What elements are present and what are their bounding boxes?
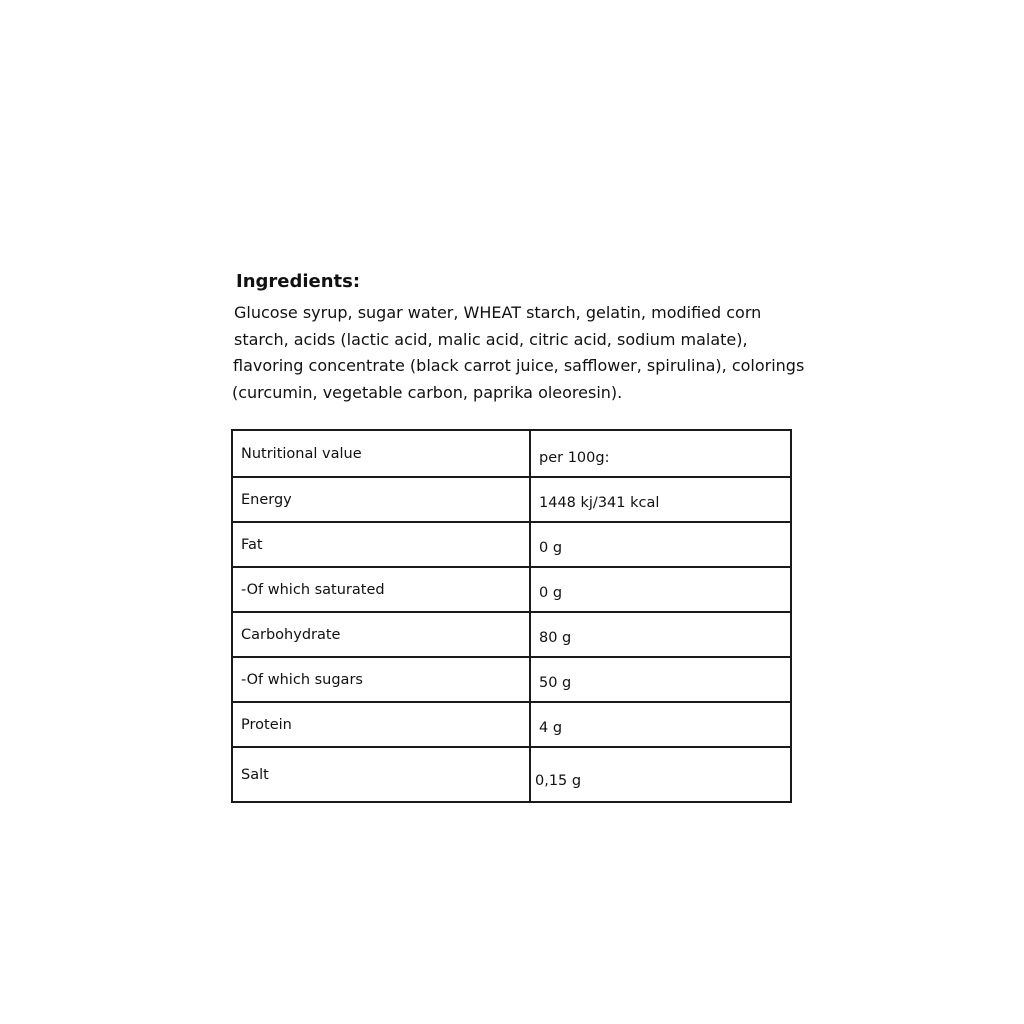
fat-label: Fat [232, 522, 530, 567]
energy-label: Energy [232, 477, 530, 522]
table-row [232, 477, 791, 522]
table-row [232, 567, 791, 612]
ingredients-section [232, 270, 812, 406]
sugars-label: -Of which sugars [232, 657, 530, 702]
protein-label: Protein [232, 702, 530, 747]
saturated-label: -Of which saturated [232, 567, 530, 612]
ingredients-line: Glucose syrup, sugar water, WHEAT starch, gelatin, modified corn [234, 303, 762, 322]
fat-value: 0 g [530, 522, 791, 567]
table-row [232, 522, 791, 567]
table-row [232, 612, 791, 657]
ingredients-line: flavoring concentrate (black carrot juice, safflower, spirulina), colorings [233, 356, 805, 375]
nutrition-header-label: Nutritional value [232, 430, 530, 477]
table-row [232, 702, 791, 747]
protein-value: 4 g [530, 702, 791, 747]
ingredients-line: starch, acids (lactic acid, malic acid, citric acid, sodium malate), [234, 329, 748, 349]
nutrition-table [231, 429, 792, 803]
salt-label: Salt [232, 747, 530, 802]
ingredients-line: (curcumin, vegetable carbon, paprika oleoresin). [232, 382, 623, 402]
nutrition-header-row [232, 430, 791, 477]
energy-value: 1448 kj/341 kcal [530, 477, 791, 522]
sugars-value: 50 g [530, 657, 791, 702]
table-row [232, 657, 791, 702]
carbohydrate-value: 80 g [530, 612, 791, 657]
table-row [232, 747, 791, 802]
saturated-value: 0 g [530, 567, 791, 612]
ingredients-title: Ingredients: [236, 271, 361, 292]
nutrition-header-value: per 100g: [530, 430, 791, 477]
carbohydrate-label: Carbohydrate [232, 612, 530, 657]
salt-value: 0,15 g [530, 747, 791, 802]
